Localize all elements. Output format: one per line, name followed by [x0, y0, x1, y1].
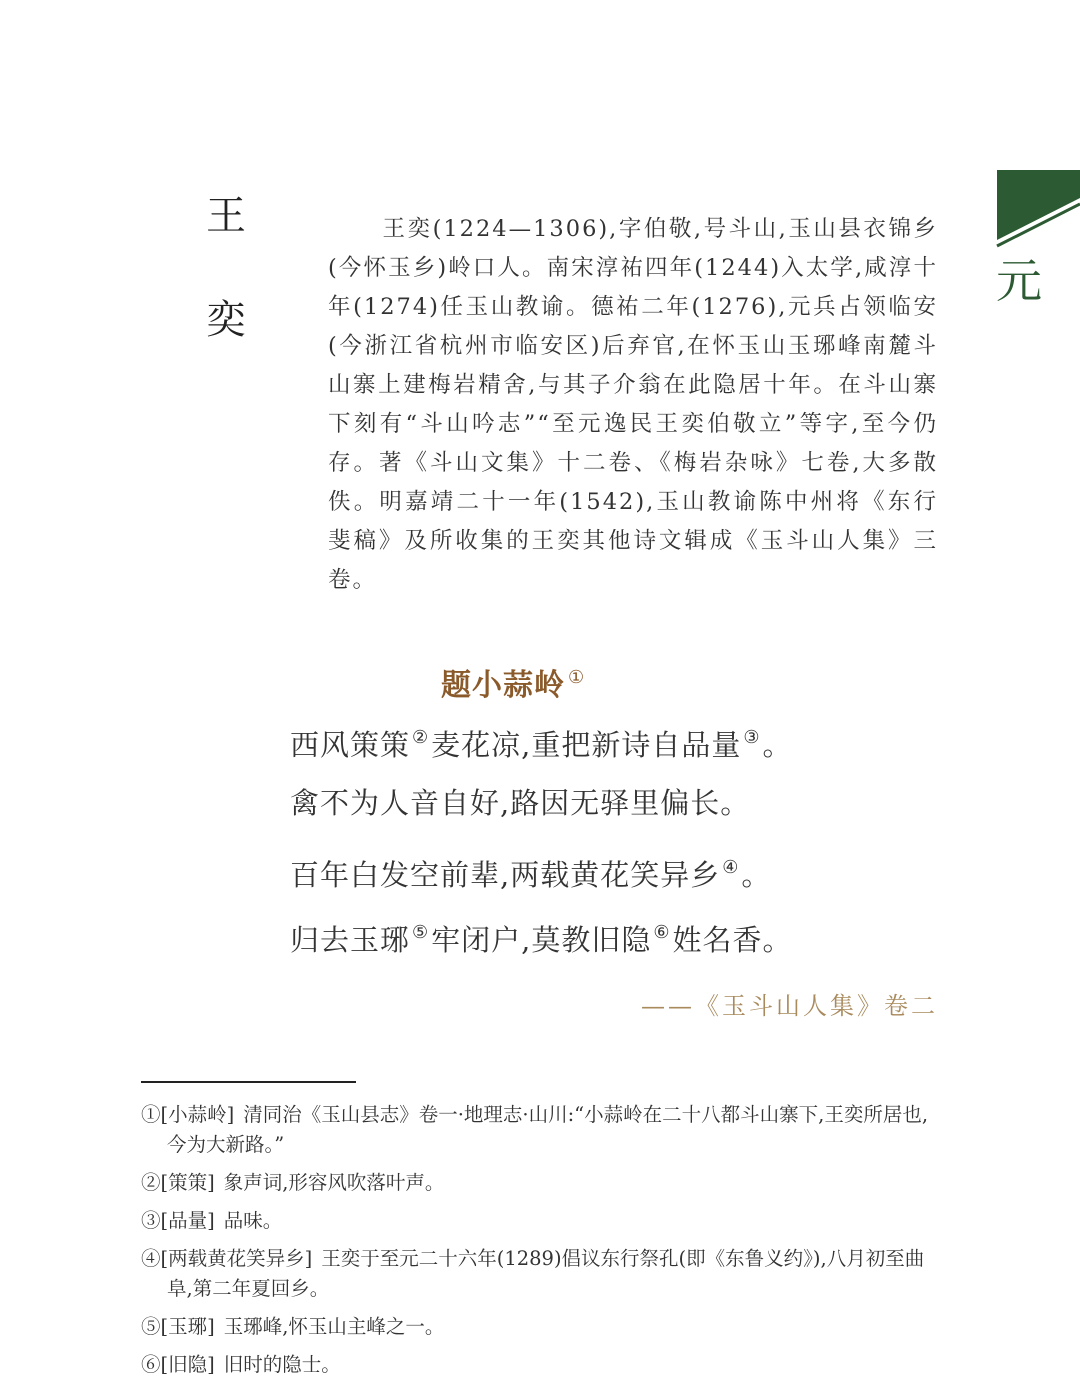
footnote-text: 品味。	[223, 1209, 283, 1232]
dynasty-label: 元	[996, 254, 1042, 308]
dynasty-tab-decoration	[995, 170, 1080, 250]
footnote-text: 清同治《玉山县志》卷一·地理志·山川:“小蒜岭在二十八都斗山寨下,王奕所居也,今为大新路。”	[167, 1103, 929, 1156]
footnote-item	[141, 1312, 941, 1342]
footnote-item	[141, 1206, 941, 1236]
poem-line: 归去玉琊 ⑤牢闭户,莫教旧隐 ⑥姓名香。	[290, 922, 793, 957]
footnote-divider	[141, 1081, 356, 1083]
footnote-text: 旧时的隐士。	[223, 1353, 341, 1376]
author-biography	[328, 210, 938, 600]
footnote-marker: ⑤	[412, 922, 430, 943]
footnote-item	[141, 1168, 941, 1198]
biography-text: 王奕(1224—1306),字伯敬,号斗山,玉山县衣锦乡(今怀玉乡)岭口人。南宋淳祐四年(1244)入太学,咸淳十年(1274)任玉山教谕。德祐二年(1276),元兵占领临安(今浙江省杭州市临安区)后弃官,在怀玉山玉琊峰南麓斗山寨上建梅岩精舍,与其子介翁在此隐居十年。在斗山寨下刻有“斗山吟志”“至元逸民王奕伯敬立”等字,至今仍存。著《斗山文集》十二卷、《梅岩杂咏》七卷,大多散佚。明嘉靖二十一年(1542),玉山教谕陈中州将《东行斐稿》及所收集的王奕其他诗文辑成《玉斗山人集》三卷。	[328, 216, 938, 593]
footnote-text: 玉琊峰,怀玉山主峰之一。	[223, 1315, 445, 1338]
footnote-marker: ②	[412, 727, 430, 748]
poem-line: 西风策策 ②麦花凉,重把新诗自品量 ③。	[290, 727, 793, 762]
author-name-char: 王	[206, 193, 246, 239]
footnote-item	[141, 1350, 941, 1380]
footnote-marker: ④	[722, 857, 740, 878]
poem-body	[290, 722, 950, 982]
footnote-term: ①[小蒜岭]	[141, 1103, 235, 1126]
footnote-marker: ③	[743, 727, 761, 748]
poem-title	[441, 660, 585, 704]
footnotes	[141, 1100, 941, 1388]
footnote-term: ⑥[旧隐]	[141, 1353, 215, 1376]
footnote-text: 王奕于至元二十六年(1289)倡议东行祭孔(即《东鲁义约》),八月初至曲阜,第二年夏回乡。	[167, 1247, 925, 1300]
poem-line: 禽不为人音自好,路因无驿里偏长。	[290, 786, 751, 820]
poem-source: ——《玉斗山人集》卷二	[641, 992, 938, 1020]
footnote-marker: ⑥	[653, 922, 671, 943]
footnote-term: ③[品量]	[141, 1209, 215, 1232]
poem-title-text: 题小蒜岭	[441, 668, 565, 703]
footnote-term: ②[策策]	[141, 1171, 215, 1194]
footnote-term: ⑤[玉琊]	[141, 1315, 215, 1338]
footnote-item	[141, 1100, 941, 1160]
footnote-marker: ①	[568, 667, 586, 688]
footnote-text: 象声词,形容风吹落叶声。	[223, 1171, 445, 1194]
author-name	[206, 193, 256, 343]
footnote-term: ④[两载黄花笑异乡]	[141, 1247, 313, 1270]
footnote-item	[141, 1244, 941, 1304]
poem-line: 百年白发空前辈,两载黄花笑异乡 ④。	[290, 857, 772, 892]
author-name-char: 奕	[206, 297, 246, 343]
